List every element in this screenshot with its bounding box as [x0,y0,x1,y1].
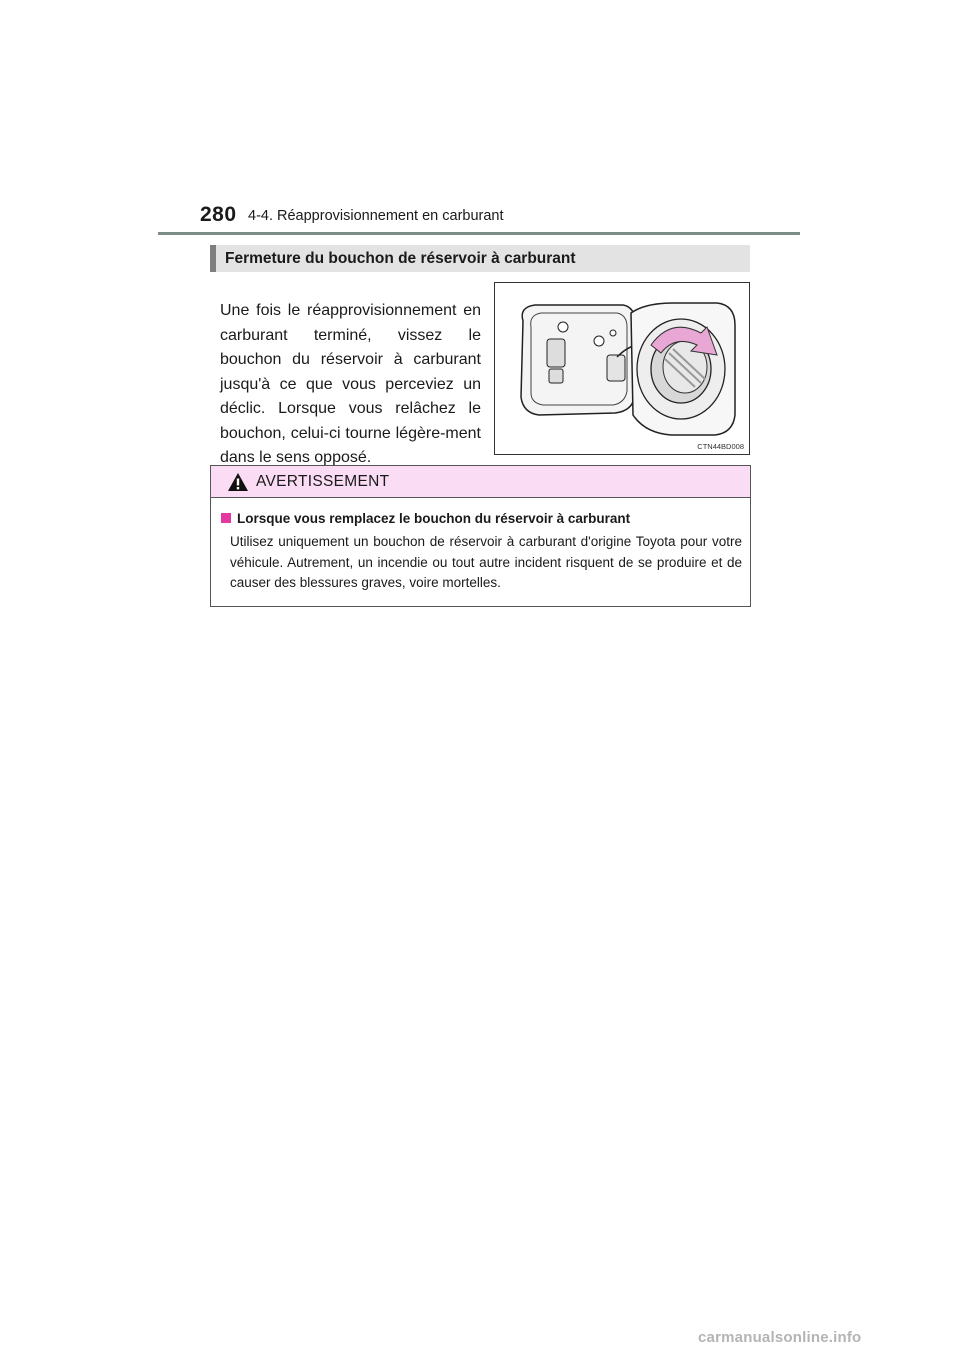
warning-subheading-text: Lorsque vous remplacez le bouchon du réservoir à carburant [237,511,631,526]
bullet-square-icon [221,513,231,523]
section-title-bar [210,245,750,272]
warning-triangle-icon [227,472,249,492]
page-number: 280 [200,203,237,226]
warning-text: Utilisez uniquement un bouchon de réservoir à carburant d'origine Toyota pour votre véhicule. Autrement, un incendie ou tout autre incident risquent de se produire et de causer des blessures graves, voire mortelles. [230,534,742,590]
warning-box [210,465,751,607]
instruction-text: Une fois le réapprovisionnement en carburant terminé, vissez le bouchon du réservoir à carburant jusqu'à ce que vous perceviez un déclic. Lorsque vous relâchez le bouchon, celui-ci tourne légère-ment dans le sens opposé. [220,302,481,466]
warning-header [211,466,750,498]
section-reference: 4-4. Réapprovisionnement en carburant [248,208,504,224]
rotation-arrow-icon [495,283,749,454]
warning-title: AVERTISSEMENT [256,473,390,490]
figure-code: CTN44BD008 [697,442,744,451]
watermark: carmanualsonline.info [698,1329,862,1346]
section-title: Fermeture du bouchon de réservoir à carburant [225,250,576,267]
fuel-cap-illustration [494,282,750,455]
header-divider [158,232,800,235]
warning-subheading [221,511,630,526]
